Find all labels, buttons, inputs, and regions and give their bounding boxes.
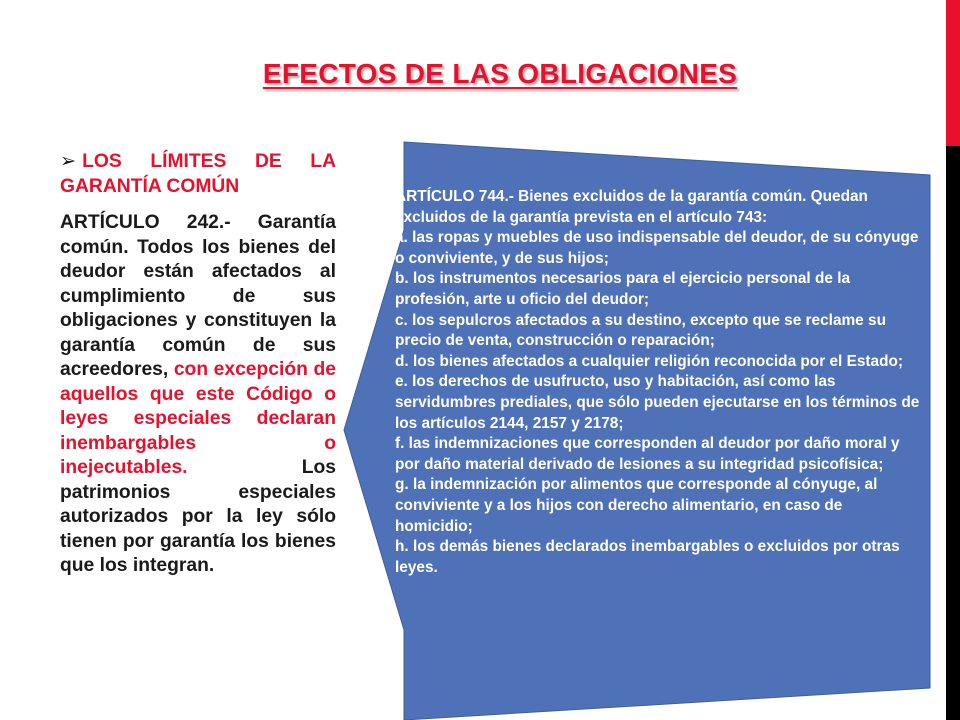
slide-title: EFECTOS DE LAS OBLIGACIONES	[262, 58, 738, 89]
article-744-line: a. las ropas y muebles de uso indispensable del deudor, de su cónyuge o conviviente, y de sus hijos;	[395, 229, 919, 267]
article-744-line: f. las indemnizaciones que corresponden al deudor por daño moral y por daño material derivado de lesiones a su integridad psicofísica;	[395, 435, 900, 473]
article-744-line: d. los bienes afectados a cualquier religión reconocida por el Estado;	[395, 352, 904, 370]
article-242-text: ARTÍCULO 242.- Garantía común. Todos los bienes del deudor están afectados al cumplimiento de sus obligaciones y constituyen la garantía común de sus acreedores,	[60, 212, 336, 380]
article-744-line: ARTÍCULO 744.- Bienes excluidos de la garantía común. Quedan excluidos de la garantía prevista en el artículo 743:	[395, 188, 868, 226]
arrow-bullet-icon: ➢	[60, 151, 77, 172]
article-744-line: h. los demás bienes declarados inembargables o excluidos por otras leyes.	[395, 538, 900, 576]
subheading-text: LOS LÍMITES DE LA GARANTÍA COMÚN	[60, 151, 336, 197]
article-744-line: c. los sepulcros afectados a su destino, excepto que se reclame su precio de venta, construcción o reparación;	[395, 311, 886, 350]
article-242-text-2: Los patrimonios especiales autorizados por la ley sólo tienen por garantía los bienes que los integran.	[60, 457, 336, 576]
article-744	[395, 187, 920, 578]
article-744-line: b. los instrumentos necesarios para el ejercicio personal de la profesión, arte u oficio del deudor;	[395, 270, 851, 308]
article-744-line: e. los derechos de usufructo, uso y habitación, así como las servidumbres prediales, que sólo pueden ejecutarse en los términos de los artículos 2144, 2157 y 2178;	[395, 373, 920, 432]
article-744-line: g. la indemnización por alimentos que corresponde al cónyuge, al conviviente y a los hijos con derecho alimentario, en caso de homicidio;	[395, 476, 878, 535]
article-242-exception: con excepción de aquellos que este Código o leyes especiales declaran inembargables o inejecutables.	[60, 359, 336, 478]
